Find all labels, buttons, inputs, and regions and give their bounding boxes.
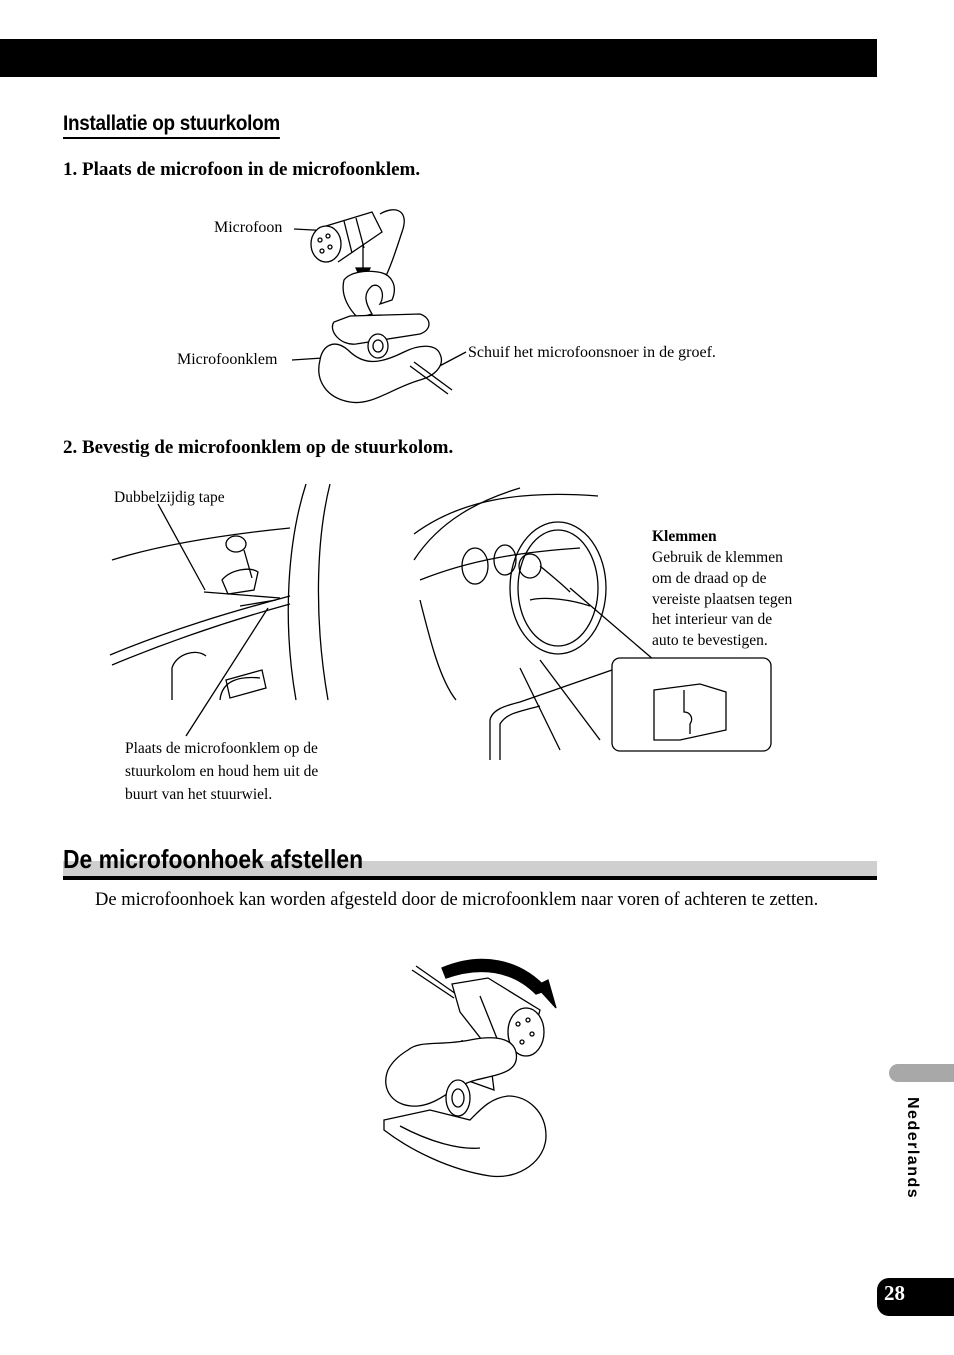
clamps-text-line-4: het interieur van de xyxy=(652,611,773,628)
section-title: De microfoonhoek afstellen xyxy=(63,844,364,874)
label-double-sided-tape: Dubbelzijdig tape xyxy=(114,489,225,506)
step-2: 2. Bevestig de microfoonklem op de stuurkolom. xyxy=(63,437,454,458)
label-place-clip-line-2: stuurkolom en houd hem uit de xyxy=(125,763,319,780)
clamps-text-line-2: om de draad op de xyxy=(652,570,767,587)
language-tab xyxy=(889,1064,954,1082)
label-place-clip-line-1: Plaats de microfoonklem op de xyxy=(125,740,318,757)
clamps-text-line-3: vereiste plaatsen tegen xyxy=(652,591,793,608)
clamps-text-line-5: auto te bevestigen. xyxy=(652,632,768,649)
label-microphone-clip: Microfoonklem xyxy=(177,351,278,368)
page-number: 28 xyxy=(884,1281,905,1305)
language-label: Nederlands xyxy=(904,1097,921,1200)
label-microphone: Microfoon xyxy=(214,219,283,236)
step-1: 1. Plaats de microfoon in de microfoonklem. xyxy=(63,159,421,180)
clamps-text-line-1: Gebruik de klemmen xyxy=(652,549,783,566)
label-place-clip-line-3: buurt van het stuurwiel. xyxy=(125,786,273,803)
section-body-text: De microfoonhoek kan worden afgesteld door de microfoonklem naar voren of achteren te zetten. xyxy=(95,890,819,910)
label-slide-cord: Schuif het microfoonsnoer in de groef. xyxy=(468,344,716,361)
section-subheading: Installatie op stuurkolom xyxy=(63,112,280,139)
clamps-title: Klemmen xyxy=(652,528,717,545)
